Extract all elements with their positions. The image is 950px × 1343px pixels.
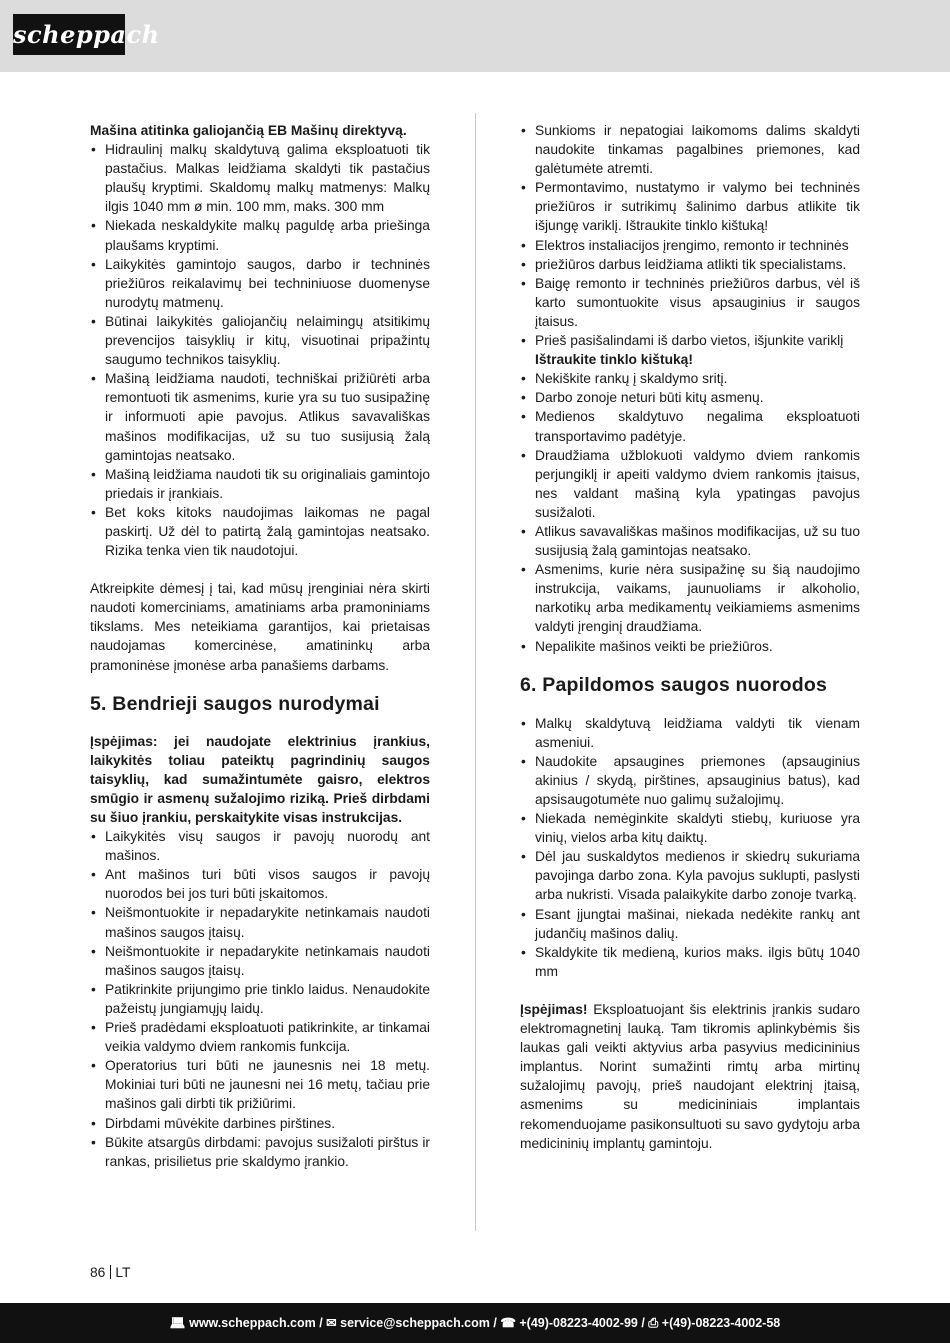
left-column [90, 121, 430, 1171]
general-safety-list [90, 827, 430, 1171]
emf-warning-label: Įspėjimas! [520, 1001, 588, 1017]
list-item: • Nekiškite rankų į skaldymo sritį. [520, 369, 860, 388]
contact-footer: 💻︎ www.scheppach.com / ✉︎ service@scheppach.com / ☎︎ +(49)-08223-4002-99 / ⎙ +(49)-08223-4002-58 [0, 1303, 950, 1343]
website-link[interactable]: www.scheppach.com [189, 1316, 316, 1330]
email-link[interactable]: service@scheppach.com [340, 1316, 490, 1330]
scheppach-logo: scheppach [13, 14, 125, 55]
list-item: • Medienos skaldytuvo negalima eksploatuoti transportavimo padėtyje. [520, 407, 860, 445]
list-item: • Malkų skaldytuvą leidžiama valdyti tik vienam asmeniui. [520, 714, 860, 752]
general-safety-list-continued [520, 121, 860, 656]
list-item: • Operatorius turi būti ne jaunesnis nei 18 metų. Mokiniai turi būti ne jaunesni nei 16 metų, tačiau prie mašinos gali dirbti tik prižiūrimi. [90, 1056, 430, 1113]
mail-icon: ✉︎ [326, 1316, 341, 1330]
list-item: • Prieš pradėdami eksploatuoti patikrinkite, ar tinkamai veikia valdymo dviem rankomis funkcija. [90, 1018, 430, 1056]
list-item: • Mašiną leidžiama naudoti, techniškai prižiūrėti arba remontuoti tik asmenims, kurie yra su tuo susipažinę ir informuoti apie pavojus. Atlikus savavališkas mašinos modifikacijas, už su tuo susijusią žalą gamintojas neatsako. [90, 369, 430, 464]
list-item: • Neišmontuokite ir nepadarykite netinkamais naudoti mašinos saugos įtaisų. [90, 903, 430, 941]
list-item: • Elektros instaliacijos įrengimo, remonto ir techninės [520, 236, 860, 255]
list-item: • Baigę remonto ir techninės priežiūros darbus, vėl iš karto sumontuokite visus apsauginius ir saugos įtaisus. [520, 274, 860, 331]
list-item: • Bet koks kitoks naudojimas laikomas ne pagal paskirtį. Už dėl to patirtą žalą gamintojas neatsako. Rizika tenka vien tik naudotojui. [90, 503, 430, 560]
page-number: 86 [90, 1265, 106, 1280]
unplug-instruction: Prieš pasišalindami iš darbo vietos, išjunkite variklį [535, 333, 844, 349]
list-item: • Naudokite apsaugines priemones (apsauginius akinius / skydą, pirštines, apsauginius batus), kad apsisaugotumėte nuo galimų sužalojimų. [520, 752, 860, 809]
page-header [0, 0, 950, 72]
column-divider [475, 113, 476, 1231]
fax-number: +(49)-08223-4002-58 [661, 1316, 781, 1330]
list-item: • Hidraulinį malkų skaldytuvą galima eksploatuoti tik pastačius. Malkas leidžiama skaldyti tik pastačius plaušų kryptimi. Skaldomų malkų matmenys: Malkų ilgis 1040 mm ø min. 100 mm, maks. 300 mm [90, 140, 430, 216]
right-column [520, 121, 860, 1153]
list-item: • Niekada nemėginkite skaldyti stiebų, kuriuose yra vinių, vielos arba kitų daiktų. [520, 809, 860, 847]
list-item: • Neišmontuokite ir nepadarykite netinkamais naudoti mašinos saugos įtaisų. [90, 942, 430, 980]
list-item: • Atlikus savavališkas mašinos modifikacijas, už su tuo susijusią žalą gamintojas neatsako. [520, 522, 860, 560]
list-item: • Mašiną leidžiama naudoti tik su originaliais gamintojo priedais ir įrankiais. [90, 465, 430, 503]
safety-warning: Įspėjimas: jei naudojate elektrinius įrankius, laikykitės toliau pateiktų pagrindinių saugos taisyklių, kad sumažintumėte gaisro, elektros smūgio ir asmenų sužalojimo riziką. Prieš dirbdami su šiuo įrankiu, perskaitykite visas instrukcijas. [90, 733, 430, 825]
list-item: • Ant mašinos turi būti visos saugos ir pavojų nuorodos bei jos turi būti įskaitomos. [90, 865, 430, 903]
list-item: • Dėl jau suskaldytos medienos ir skiedrų sukuriama pavojinga darbo zona. Kyla pavojus suklupti, paslysti arba nukristi. Visada palaikykite darbo zonoje tvarką. [520, 847, 860, 904]
computer-icon: 💻︎ [169, 1316, 186, 1330]
language-code: LT [115, 1265, 131, 1280]
directive-statement: Mašina atitinka galiojančią EB Mašinų direktyvą. [90, 123, 407, 138]
intended-use-list [90, 140, 430, 560]
list-item: • Sunkioms ir nepatogiai laikomoms dalims skaldyti naudokite tinkamas pagalbines priemones, kad galėtumėte atremti. [520, 121, 860, 178]
list-item: • Nepalikite mašinos veikti be priežiūros. [520, 637, 860, 656]
list-item: • Esant įjungtai mašinai, niekada nedėkite rankų ant judančių mašinos dalių. [520, 905, 860, 943]
list-item: • Laikykitės gamintojo saugos, darbo ir techninės priežiūros reikalavimų bei techniniuose duomenyse nurodytų matmenų. [90, 255, 430, 312]
additional-safety-list [520, 714, 860, 981]
list-item: • Būtinai laikykitės galiojančių nelaimingų atsitikimų prevencijos taisyklių ir kitų, visuotinai pripažintų saugumo technikos taisyklių. [90, 312, 430, 369]
list-item: • Asmenims, kurie nėra susipažinę su šią naudojimo instrukcija, vaikams, jaunuoliams ir alkoholio, narkotikų arba medikamentų veikiamiems asmenims valdyti įrenginį draudžiama. [520, 560, 860, 636]
unplug-emphasis: Ištraukite tinklo kištuką! [535, 352, 693, 368]
phone-number: +(49)-08223-4002-99 [519, 1316, 638, 1330]
list-item: • Būkite atsargūs dirbdami: pavojus susižaloti pirštus ir rankas, prisilietus prie skaldymo įrankio. [90, 1133, 430, 1171]
list-item: • Patikrinkite prijungimo prie tinklo laidus. Nenaudokite pažeistų jungiamųjų laidų. [90, 980, 430, 1018]
list-item: • Darbo zonoje neturi būti kitų asmenų. [520, 388, 860, 407]
emf-warning-text: Eksploatuojant šis elektrinis įrankis sudaro elektromagnetinį lauką. Tam tikromis aplinkybėmis šis laukas gali veikti aktyvius arba pasyvius medicininius implantus. Norint sumažinti rimtų arba mirtinų sužalojimų pavojų, prieš naudojant elektrinį įtaisą, asmenims su medicininiais implantais rekomenduojame pasikonsultuoti su savo gydytoju arba medicininių implantų gamintoju. [520, 1001, 860, 1151]
fax-icon: ⎙ [648, 1316, 662, 1330]
section-5-heading: 5. Bendrieji saugos nurodymai [90, 692, 380, 715]
list-item: • priežiūros darbus leidžiama atlikti tik specialistams. [520, 255, 860, 274]
list-item: • Draudžiama užblokuoti valdymo dviem rankomis perjungiklį ir apeiti valdymo dviem rankomis įtaisus, nes valdant mašiną kyla ypatingas pavojus susižaloti. [520, 446, 860, 522]
page-number-area [90, 1265, 130, 1280]
phone-icon: ☎︎ [500, 1316, 520, 1330]
list-item: • Laikykitės visų saugos ir pavojų nuorodų ant mašinos. [90, 827, 430, 865]
commercial-use-note: Atkreipkite dėmesį į tai, kad mūsų įrenginiai nėra skirti naudoti komerciniams, amatiniams arba pramoniniams tikslams. Mes neteikiama garantijos, kai prietaisas naudojamas komercinėse, amatininkų arba pramoninėse įmonėse arba panašiems darbams. [90, 581, 430, 673]
emf-warning [520, 1000, 860, 1153]
list-item: • Niekada neskaldykite malkų paguldę arba priešinga plaušams kryptimi. [90, 216, 430, 254]
list-item [520, 331, 860, 369]
list-item: • Skaldykite tik medieną, kurios maks. ilgis būtų 1040 mm [520, 943, 860, 981]
section-6-heading: 6. Papildomos saugos nuorodos [520, 673, 828, 696]
list-item: • Dirbdami mūvėkite darbines pirštines. [90, 1114, 430, 1133]
list-item: • Permontavimo, nustatymo ir valymo bei techninės priežiūros ir sutrikimų šalinimo darbus atlikite tik išjungę variklį. Ištraukite tinklo kištuką! [520, 178, 860, 235]
